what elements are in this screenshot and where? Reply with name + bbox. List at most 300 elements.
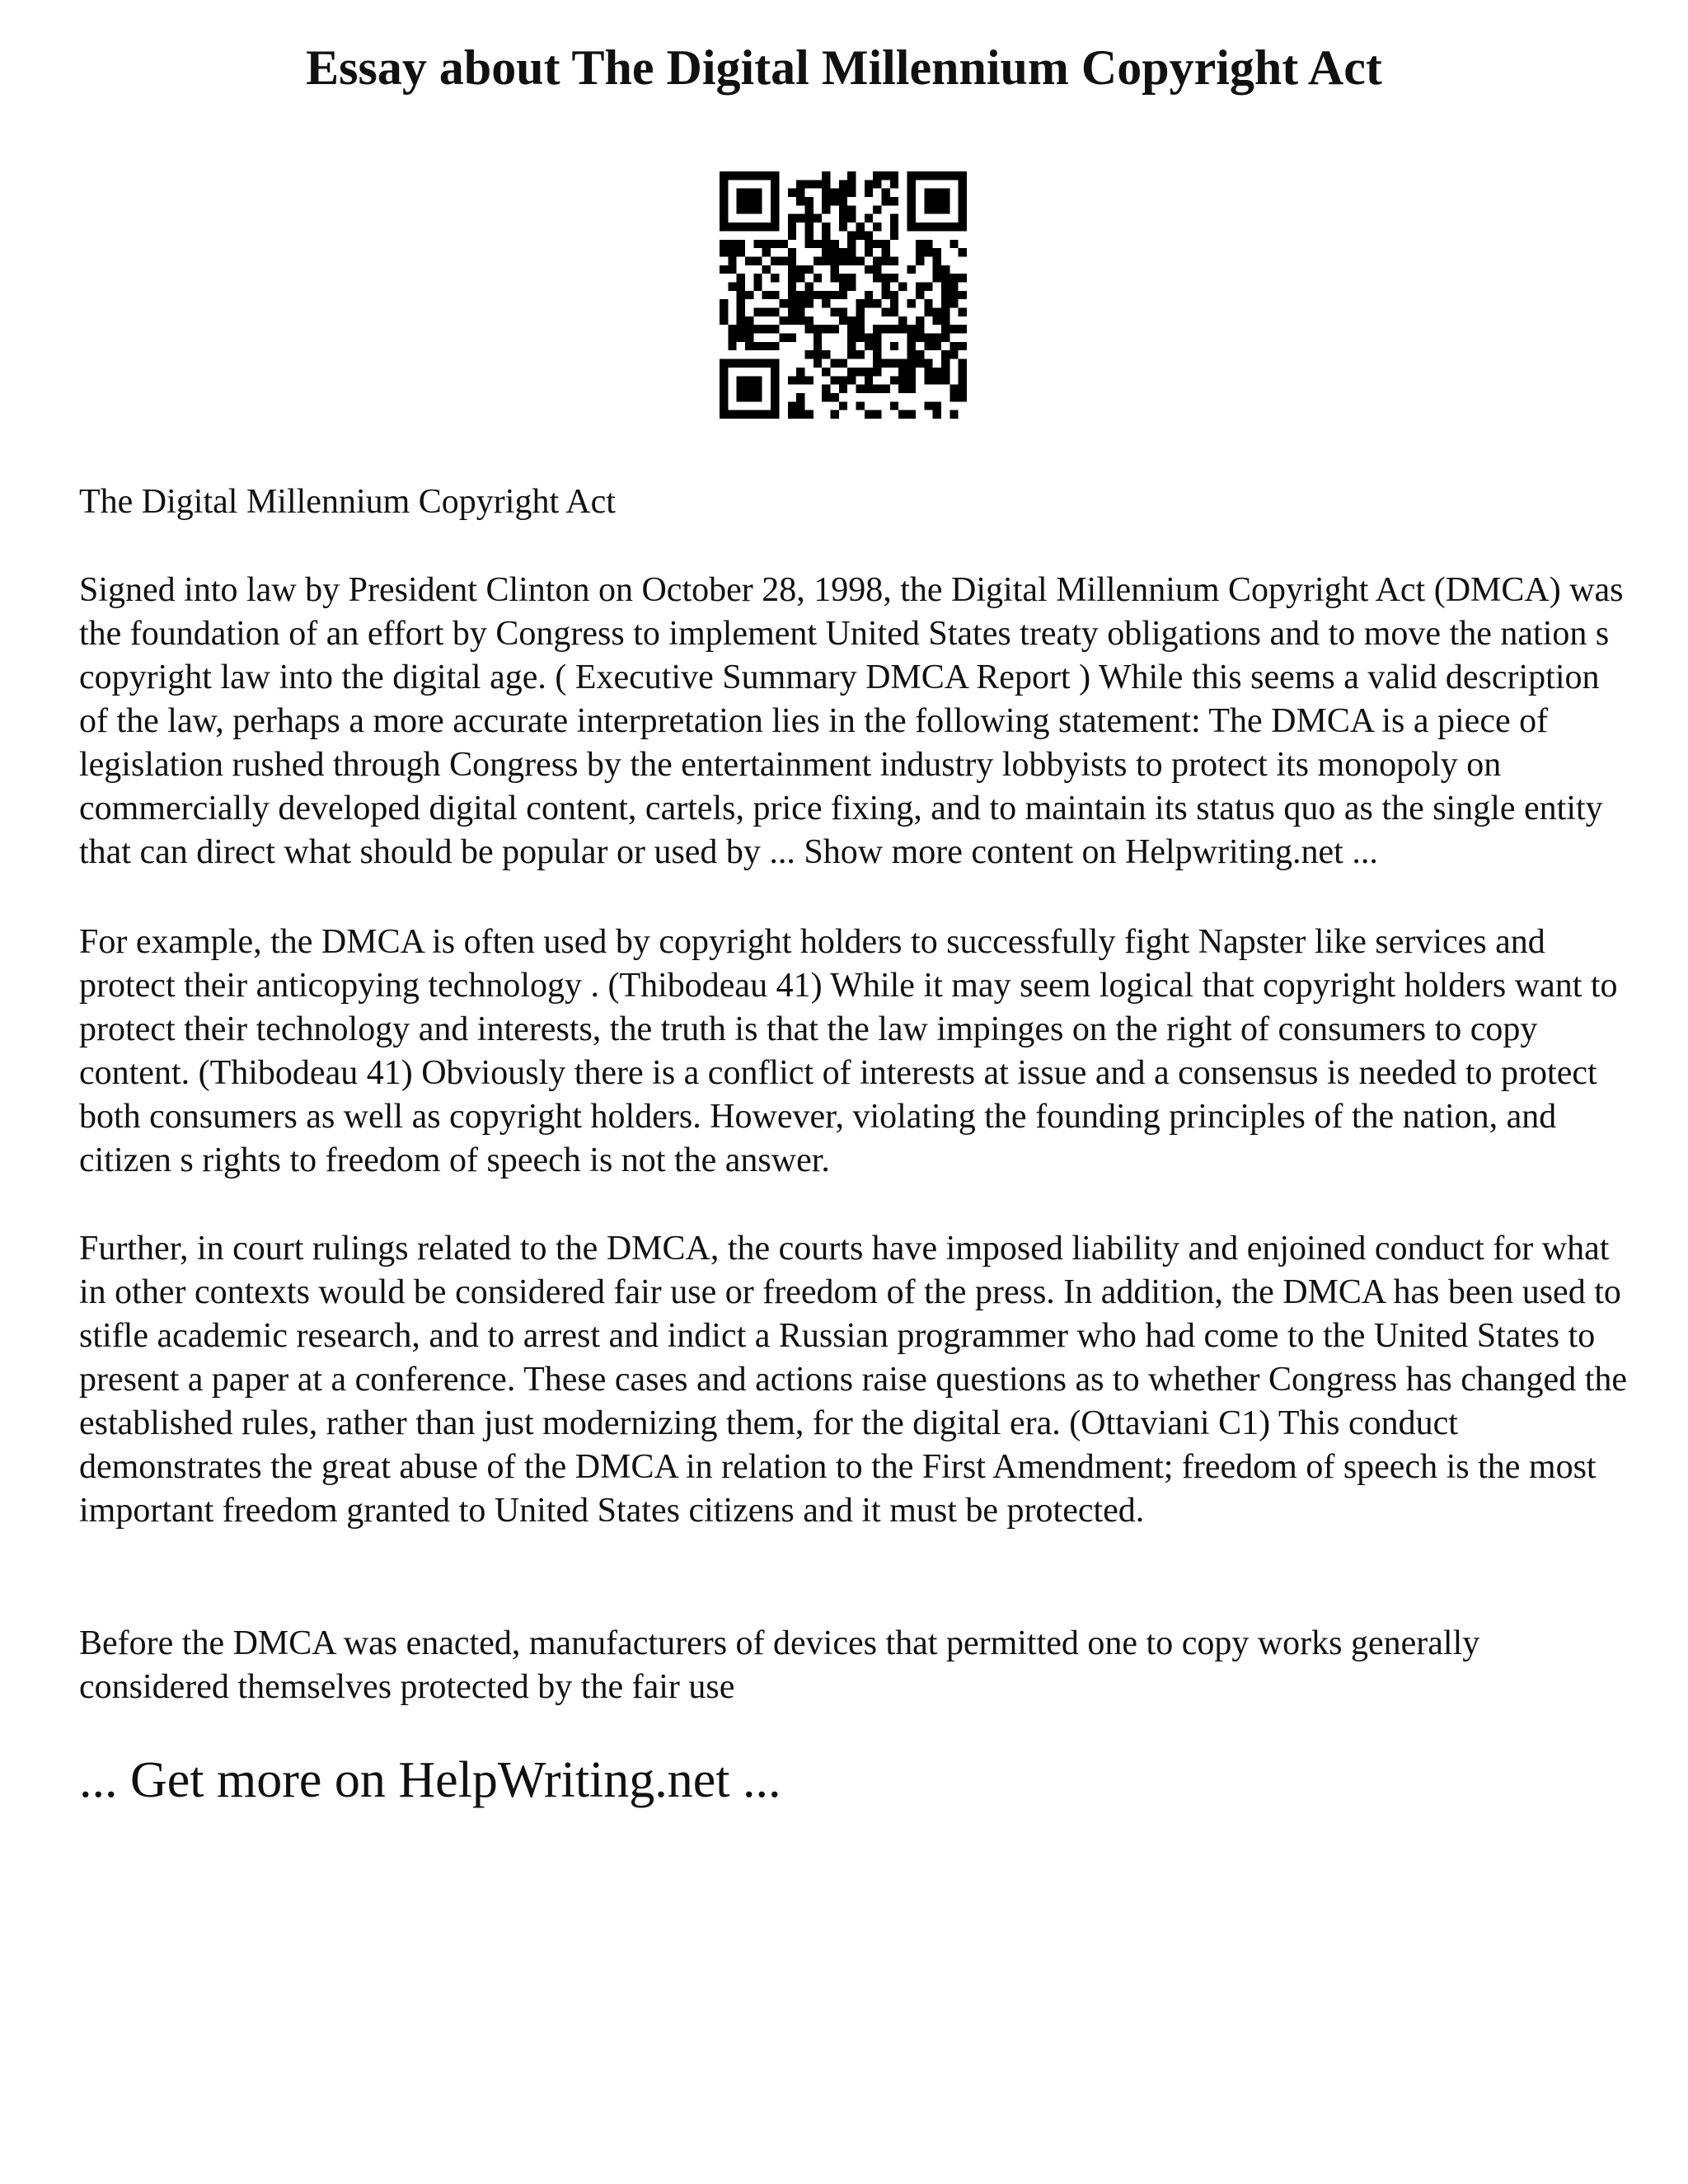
qr-module: [873, 368, 881, 376]
qr-module: [745, 359, 753, 368]
qr-module: [762, 265, 771, 274]
qr-module: [933, 189, 941, 197]
get-more-link[interactable]: ... Get more on HelpWriting.net ...: [79, 1752, 781, 1808]
qr-module: [890, 223, 898, 231]
document-subtitle: The Digital Millennium Copyright Act: [79, 483, 616, 521]
qr-module: [814, 334, 822, 342]
qr-module: [941, 359, 950, 368]
qr-module: [788, 282, 796, 290]
qr-module: [924, 282, 932, 290]
qr-module: [839, 189, 847, 197]
qr-module: [771, 180, 779, 188]
qr-module: [771, 342, 779, 350]
qr-module: [950, 325, 958, 333]
qr-module: [830, 197, 838, 205]
qr-module: [804, 376, 813, 384]
qr-module: [907, 189, 916, 197]
qr-module: [847, 350, 856, 359]
qr-module: [796, 291, 804, 299]
qr-module: [771, 223, 779, 231]
qr-module: [737, 385, 745, 393]
qr-module: [822, 171, 830, 180]
qr-module: [941, 282, 950, 290]
qr-module: [771, 274, 779, 282]
qr-module: [745, 189, 753, 197]
qr-module: [753, 240, 762, 248]
qr-module: [822, 223, 830, 231]
qr-module: [771, 385, 779, 393]
qr-module: [865, 214, 873, 223]
qr-module: [959, 368, 967, 376]
qr-module: [745, 325, 753, 333]
qr-module: [771, 189, 779, 197]
qr-module: [771, 205, 779, 213]
qr-module: [933, 223, 941, 231]
qr-module: [941, 368, 950, 376]
qr-module: [916, 334, 924, 342]
qr-module: [830, 248, 838, 256]
qr-module: [916, 350, 924, 359]
qr-module: [873, 240, 881, 248]
qr-module: [796, 197, 804, 205]
qr-module: [873, 256, 881, 265]
qr-module: [898, 316, 907, 325]
qr-module: [728, 171, 736, 180]
qr-module: [865, 368, 873, 376]
qr-module: [856, 401, 865, 410]
qr-module: [720, 248, 728, 256]
qr-module: [753, 376, 762, 384]
qr-module: [745, 393, 753, 401]
qr-module: [907, 385, 916, 393]
qr-module: [822, 385, 830, 393]
qr-module: [847, 376, 856, 384]
qr-module: [822, 240, 830, 248]
qr-module: [950, 393, 958, 401]
qr-module: [933, 248, 941, 256]
qr-module: [882, 256, 890, 265]
qr-module: [933, 410, 941, 419]
qr-module: [959, 385, 967, 393]
qr-module: [907, 180, 916, 188]
qr-module: [873, 180, 881, 188]
qr-module: [847, 240, 856, 248]
qr-module: [890, 214, 898, 223]
qr-module: [882, 282, 890, 290]
qr-module: [941, 265, 950, 274]
qr-module: [933, 265, 941, 274]
qr-module: [847, 248, 856, 256]
qr-module: [771, 256, 779, 265]
qr-module: [873, 274, 881, 282]
qr-module: [830, 393, 838, 401]
qr-module: [890, 197, 898, 205]
qr-module: [788, 299, 796, 307]
qr-module: [737, 171, 745, 180]
qr-module: [720, 197, 728, 205]
qr-module: [830, 265, 838, 274]
qr-module: [814, 240, 822, 248]
qr-module: [728, 256, 736, 265]
qr-module: [720, 368, 728, 376]
qr-module: [941, 334, 950, 342]
qr-module: [890, 376, 898, 384]
qr-module: [941, 189, 950, 197]
qr-module: [839, 385, 847, 393]
qr-module: [924, 248, 932, 256]
qr-module: [933, 205, 941, 213]
qr-module: [882, 308, 890, 316]
qr-module: [822, 189, 830, 197]
qr-module: [839, 291, 847, 299]
qr-module: [890, 359, 898, 368]
qr-module: [890, 308, 898, 316]
qr-module: [907, 325, 916, 333]
paragraph-3: Further, in court rulings related to the DMCA, the courts have imposed liability and enjoined conduct for what in other contexts would be considered fair use or freedom of the press. In addition, the DMCA has been used to stifle academic research, and to arrest and indict a Russian programmer who had come to the United States to present a paper at a conference. These cases and actions raise questions as to whether Congress has changed the established rules, rather than just modernizing them, for the digital era. (Ottaviani C1) This conduct demonstrates the great abuse of the DMCA in relation to the First Amendment; freedom of speech is the most important freedom granted to United States citizens and it must be protected.: [79, 1230, 1628, 1530]
qr-module: [933, 256, 941, 265]
qr-module: [720, 385, 728, 393]
qr-module: [856, 385, 865, 393]
qr-module: [941, 316, 950, 325]
qr-module: [814, 180, 822, 188]
qr-module: [762, 291, 771, 299]
qr-module: [856, 256, 865, 265]
qr-module: [771, 214, 779, 223]
qr-module: [933, 197, 941, 205]
qr-module: [907, 197, 916, 205]
qr-module: [796, 316, 804, 325]
qr-module: [788, 308, 796, 316]
qr-module: [933, 376, 941, 384]
qr-module: [882, 189, 890, 197]
qr-module: [839, 282, 847, 290]
qr-module: [907, 299, 916, 307]
qr-module: [737, 197, 745, 205]
qr-module: [847, 180, 856, 188]
qr-module: [873, 171, 881, 180]
qr-module: [882, 359, 890, 368]
qr-module: [873, 325, 881, 333]
qr-module: [737, 316, 745, 325]
qr-module: [907, 376, 916, 384]
qr-module: [762, 248, 771, 256]
qr-module: [745, 376, 753, 384]
qr-module: [941, 171, 950, 180]
qr-modules: [720, 171, 967, 419]
qr-module: [771, 308, 779, 316]
qr-module: [933, 342, 941, 350]
qr-module: [788, 410, 796, 419]
qr-module: [830, 189, 838, 197]
qr-module: [796, 189, 804, 197]
qr-module: [822, 205, 830, 213]
qr-module: [916, 291, 924, 299]
qr-module: [924, 240, 932, 248]
qr-module: [804, 223, 813, 231]
qr-module: [865, 410, 873, 419]
qr-module: [924, 401, 932, 410]
qr-module: [771, 393, 779, 401]
qr-module: [882, 325, 890, 333]
qr-module: [804, 282, 813, 290]
qr-module: [865, 180, 873, 188]
qr-module: [762, 171, 771, 180]
qr-module: [924, 334, 932, 342]
qr-module: [728, 248, 736, 256]
qr-module: [924, 197, 932, 205]
qr-module: [873, 334, 881, 342]
qr-module: [839, 197, 847, 205]
qr-module: [762, 240, 771, 248]
qr-module: [898, 410, 907, 419]
qr-module: [856, 325, 865, 333]
qr-module: [924, 368, 932, 376]
qr-module: [788, 274, 796, 282]
qr-module: [796, 214, 804, 223]
qr-module: [941, 350, 950, 359]
qr-module: [865, 248, 873, 256]
qr-module: [830, 308, 838, 316]
qr-module: [771, 401, 779, 410]
qr-module: [737, 325, 745, 333]
qr-module: [728, 265, 736, 274]
qr-module: [720, 376, 728, 384]
qr-module: [847, 368, 856, 376]
qr-module: [839, 274, 847, 282]
qr-module: [839, 308, 847, 316]
qr-module: [839, 256, 847, 265]
qr-module: [804, 180, 813, 188]
qr-module: [839, 316, 847, 325]
qr-module: [737, 189, 745, 197]
paragraph-2: For example, the DMCA is often used by copyright holders to successfully fight Napster like services and protect their anticopying technology . (Thibodeau 41) While it may seem logical that copyright holders want to protect their technology and interests, the truth is that the law impinges on the right of consumers to copy content. (Thibodeau 41) Obviously there is a conflict of interests at issue and a consensus is needed to protect both consumers as well as copyright holders. However, violating the founding principles of the nation, and citizen s rights to freedom of speech is not the answer.: [79, 923, 1618, 1179]
qr-module: [779, 316, 787, 325]
qr-module: [753, 308, 762, 316]
qr-module: [839, 248, 847, 256]
qr-module: [898, 385, 907, 393]
qr-module: [720, 240, 728, 248]
qr-module: [737, 282, 745, 290]
qr-module: [882, 291, 890, 299]
qr-module: [924, 205, 932, 213]
paragraph-4: Before the DMCA was enacted, manufacturers of devices that permitted one to copy works generally considered themselves protected by the fair use: [79, 1624, 1480, 1706]
qr-module: [771, 359, 779, 368]
qr-module: [933, 401, 941, 410]
qr-module: [762, 325, 771, 333]
qr-module: [856, 299, 865, 307]
qr-module: [762, 410, 771, 419]
qr-module: [830, 274, 838, 282]
qr-module: [916, 171, 924, 180]
qr-module: [847, 274, 856, 282]
qr-module: [753, 197, 762, 205]
qr-module: [745, 171, 753, 180]
qr-module: [898, 359, 907, 368]
qr-module: [804, 214, 813, 223]
qr-module: [959, 205, 967, 213]
qr-module: [796, 410, 804, 419]
qr-module: [898, 368, 907, 376]
qr-module: [771, 376, 779, 384]
qr-module: [796, 368, 804, 376]
qr-module: [779, 334, 787, 342]
qr-module: [865, 265, 873, 274]
qr-module: [814, 274, 822, 282]
qr-module: [890, 180, 898, 188]
qr-module: [907, 334, 916, 342]
qr-module: [804, 240, 813, 248]
qr-module: [796, 274, 804, 282]
qr-module: [745, 342, 753, 350]
qr-module: [779, 240, 787, 248]
qr-module: [959, 214, 967, 223]
qr-module: [830, 291, 838, 299]
qr-module: [873, 223, 881, 231]
qr-module: [898, 376, 907, 384]
qr-module: [728, 359, 736, 368]
qr-module: [847, 316, 856, 325]
qr-module: [924, 171, 932, 180]
qr-module: [941, 376, 950, 384]
qr-module: [865, 299, 873, 307]
qr-module: [847, 334, 856, 342]
qr-module: [830, 410, 838, 419]
qr-module: [822, 256, 830, 265]
qr-module: [745, 385, 753, 393]
qr-module: [720, 223, 728, 231]
qr-module: [950, 274, 958, 282]
qr-module: [941, 325, 950, 333]
qr-module: [916, 282, 924, 290]
qr-module: [873, 359, 881, 368]
qr-module: [933, 334, 941, 342]
qr-module: [745, 291, 753, 299]
qr-module: [856, 350, 865, 359]
qr-module: [804, 231, 813, 239]
qr-module: [728, 240, 736, 248]
qr-module: [830, 376, 838, 384]
qr-module: [865, 189, 873, 197]
qr-module: [865, 231, 873, 239]
qr-module: [796, 299, 804, 307]
qr-module: [907, 410, 916, 419]
qr-module: [779, 299, 787, 307]
qr-module: [847, 214, 856, 223]
qr-module: [941, 197, 950, 205]
qr-module: [873, 385, 881, 393]
qr-module: [771, 240, 779, 248]
qr-module: [950, 240, 958, 248]
qr-module: [856, 223, 865, 231]
qr-module: [804, 291, 813, 299]
qr-module: [959, 189, 967, 197]
qr-module: [796, 393, 804, 401]
qr-module: [830, 359, 838, 368]
qr-module: [839, 401, 847, 410]
qr-module: [924, 342, 932, 350]
qr-module: [959, 180, 967, 188]
qr-module: [882, 171, 890, 180]
qr-module: [804, 316, 813, 325]
qr-module: [916, 316, 924, 325]
qr-module: [788, 256, 796, 265]
qr-module: [873, 350, 881, 359]
qr-module: [847, 325, 856, 333]
qr-module: [753, 342, 762, 350]
qr-module: [814, 350, 822, 359]
qr-module: [856, 231, 865, 239]
qr-module: [745, 223, 753, 231]
qr-module: [788, 265, 796, 274]
qr-module: [796, 401, 804, 410]
qr-module: [873, 265, 881, 274]
qr-module: [737, 240, 745, 248]
qr-module: [753, 393, 762, 401]
qr-module: [839, 376, 847, 384]
qr-module: [890, 231, 898, 239]
qr-module: [720, 205, 728, 213]
qr-module: [959, 223, 967, 231]
qr-module: [720, 214, 728, 223]
qr-module: [814, 214, 822, 223]
qr-module: [762, 342, 771, 350]
qr-module: [720, 265, 728, 274]
qr-module: [788, 231, 796, 239]
qr-module: [873, 342, 881, 350]
qr-module: [959, 308, 967, 316]
qr-module: [950, 385, 958, 393]
qr-module: [847, 231, 856, 239]
qr-module: [950, 282, 958, 290]
qr-module: [822, 180, 830, 188]
qr-module: [830, 240, 838, 248]
qr-module: [737, 376, 745, 384]
qr-module: [753, 205, 762, 213]
qr-module: [924, 299, 932, 307]
qr-module: [839, 205, 847, 213]
qr-module: [728, 342, 736, 350]
qr-module: [804, 350, 813, 359]
qr-module: [865, 291, 873, 299]
qr-module: [890, 274, 898, 282]
paragraph-1: Signed into law by President Clinton on October 28, 1998, the Digital Millennium Copyright Act (DMCA) was the foundation of an effort by Congress to implement United States treaty obligations and to move the nation s copyright law into the digital age. ( Executive Summary DMCA Report ) While this seems a valid description of the law, perhaps a more accurate interpretation lies in the following statement: The DMCA is a piece of legislation rushed through Congress by the entertainment industry lobbyists to protect its monopoly on commercially developed digital content, cartels, price fixing, and to maintain its status quo as the single entity that can direct what should be popular or used by ... Show more content on Helpwriting.net ...: [79, 571, 1624, 871]
qr-module: [959, 325, 967, 333]
qr-module: [950, 410, 958, 419]
qr-module: [865, 334, 873, 342]
qr-module: [907, 368, 916, 376]
qr-module: [941, 205, 950, 213]
qr-module: [771, 171, 779, 180]
qr-module: [839, 223, 847, 231]
qr-module: [907, 342, 916, 350]
qr-module: [907, 359, 916, 368]
qr-module: [822, 368, 830, 376]
qr-module: [804, 197, 813, 205]
qr-module: [745, 334, 753, 342]
qr-module: [745, 256, 753, 265]
qr-module: [728, 223, 736, 231]
qr-module: [814, 325, 822, 333]
qr-module: [796, 376, 804, 384]
qr-module: [830, 325, 838, 333]
qr-module: [737, 359, 745, 368]
qr-module: [728, 410, 736, 419]
qr-module: [804, 410, 813, 419]
qr-module: [728, 334, 736, 342]
qr-module: [720, 308, 728, 316]
qr-module: [771, 410, 779, 419]
qr-module: [924, 359, 932, 368]
